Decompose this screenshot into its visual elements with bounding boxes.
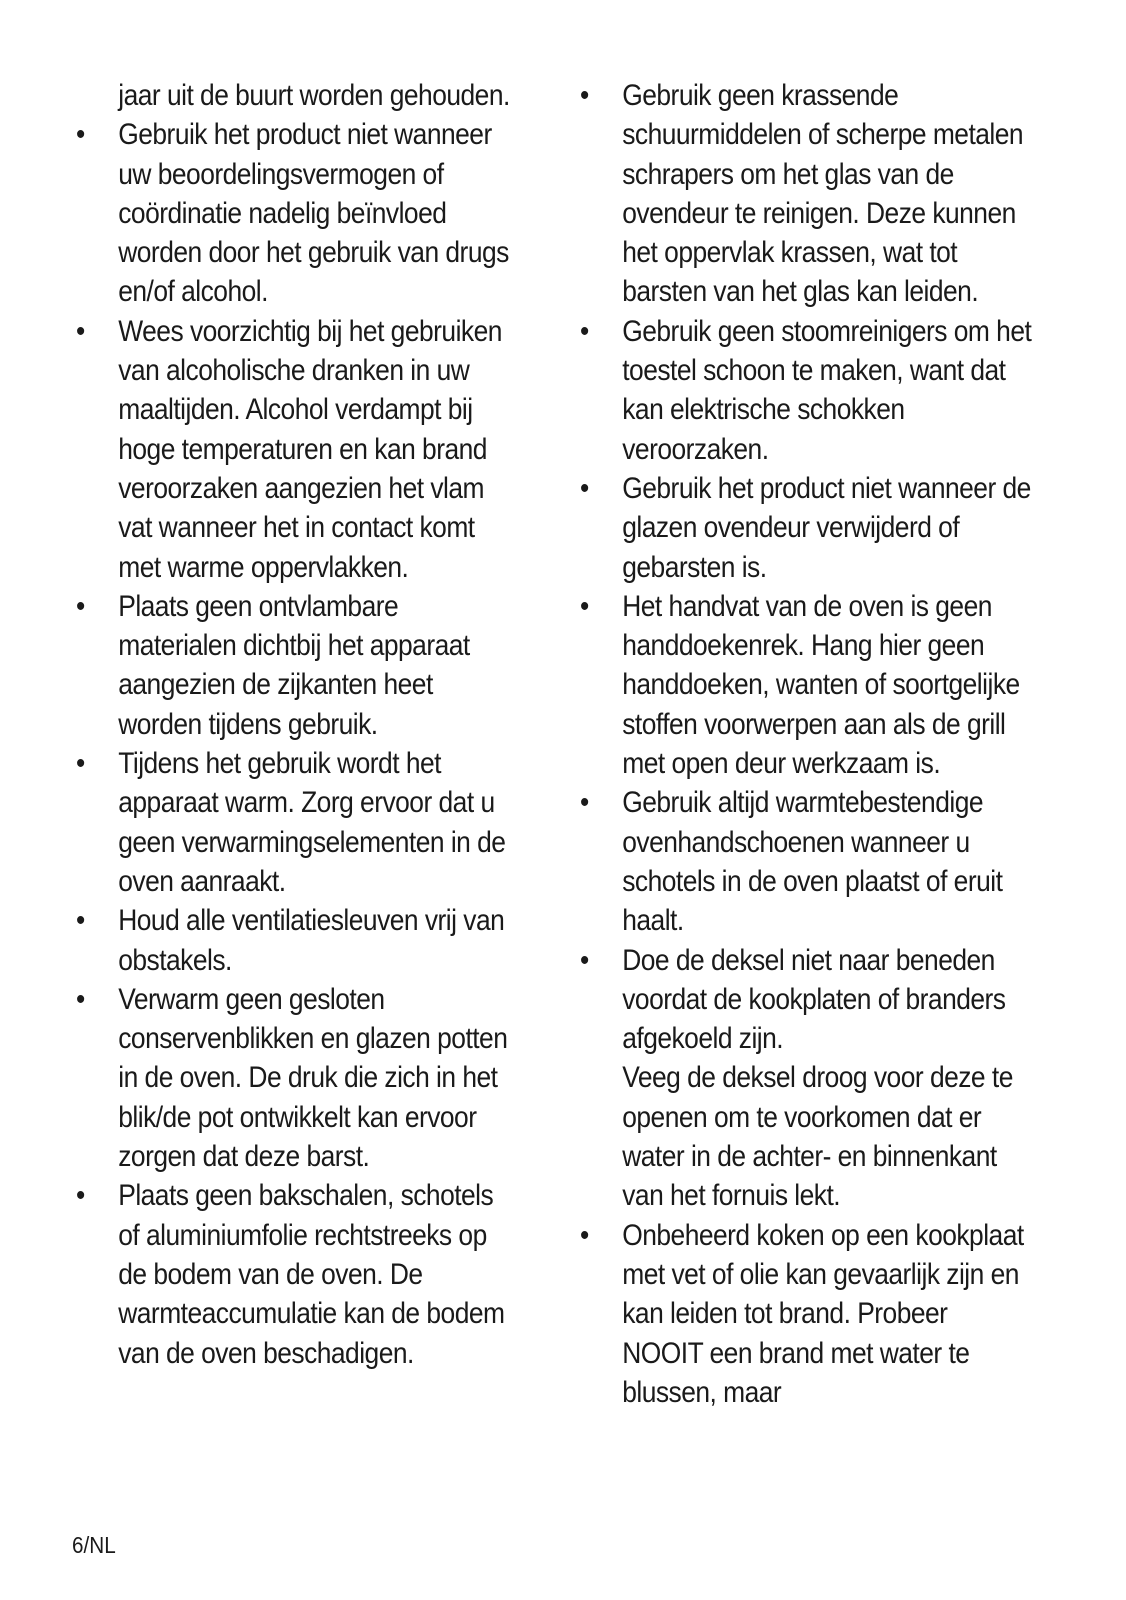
list-item: • Gebruik geen krassende schuurmiddelen of scherpe metalen schrapers om het glas van de ovendeur te reinigen. Deze kunnen het oppervlak krassen, wat tot barsten van het glas kan leiden. [580, 76, 1033, 312]
list-item: • Gebruik het product niet wanneer uw beoordelingsvermogen of coördinatie nadelig beïnvloed worden door het gebruik van drugs en/of alcohol. [76, 115, 520, 311]
list-item: • Gebruik het product niet wanneer de glazen ovendeur verwijderd of gebarsten is. [580, 469, 1033, 587]
list-item: • Onbeheerd koken op een kookplaat met vet of olie kan gevaarlijk zijn en kan leiden tot brand. Probeer NOOIT een brand met water te blussen, maar [580, 1216, 1033, 1412]
list-item: • Het handvat van de oven is geen handdoekenrek. Hang hier geen handdoeken, wanten of soortgelijke stoffen voorwerpen aan als de grill met open deur werkzaam is. [580, 587, 1033, 783]
list-item: • Verwarm geen gesloten conservenblikken en glazen potten in de oven. De druk die zich in het blik/de pot ontwikkelt kan ervoor zorgen dat deze barst. [76, 980, 520, 1176]
page-number: 6/NL [72, 1532, 116, 1558]
list-item: • Plaats geen bakschalen, schotels of aluminiumfolie rechtstreeks op de bodem van de oven. De warmteaccumulatie kan de bodem van de oven beschadigen. [76, 1176, 520, 1372]
list-item: • Plaats geen ontvlambare materialen dichtbij het apparaat aangezien de zijkanten heet worden tijdens gebruik. [76, 587, 520, 744]
list-item: • Tijdens het gebruik wordt het apparaat warm. Zorg ervoor dat u geen verwarmingselementen in de oven aanraakt. [76, 744, 520, 901]
extra-paragraph: Veeg de deksel droog voor deze te openen om te voorkomen dat er water in de achter- en binnenkant van het fornuis lekt. [622, 1061, 1013, 1213]
list-item: • Doe de deksel niet naar beneden voordat de kookplaten of branders afgekoeld zijn. Veeg de deksel droog voor deze te openen om te voorkomen dat er water in de achter- en binnenkant van het fornuis lekt. [580, 941, 1033, 1216]
list-item: • Houd alle ventilatiesleuven vrij van obstakels. [76, 901, 520, 980]
list-item: • Gebruik altijd warmtebestendige ovenhandschoenen wanneer u schotels in de oven plaatst of eruit haalt. [580, 783, 1033, 940]
continuation-text: jaar uit de buurt worden gehouden. [118, 79, 510, 112]
list-item: • Gebruik geen stoomreinigers om het toestel schoon te maken, want dat kan elektrische schokken veroorzaken. [580, 312, 1033, 469]
list-item: • Wees voorzichtig bij het gebruiken van alcoholische dranken in uw maaltijden. Alcohol verdampt bij hoge temperaturen en kan brand veroorzaken aangezien het vlam vat wanneer het in contact komt met warme oppervlakken. [76, 312, 520, 587]
right-column [580, 76, 1033, 1412]
left-column [76, 76, 520, 1373]
